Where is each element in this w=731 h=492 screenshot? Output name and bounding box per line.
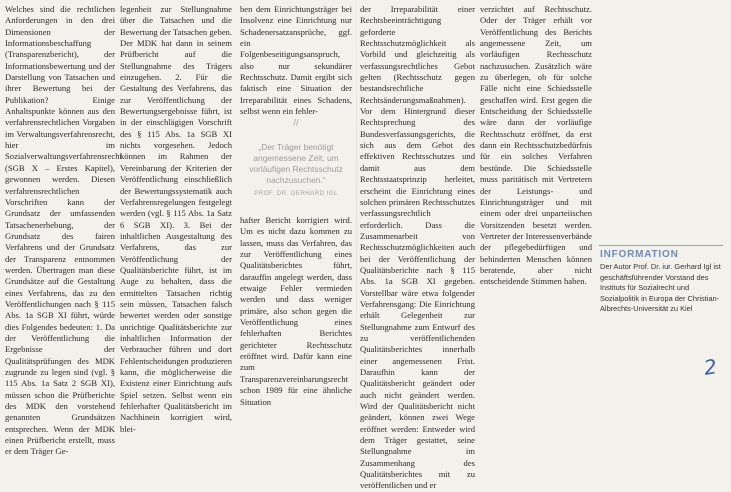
column-text: legenheit zur Stellungnahme über die Tatsachen und die Bewertung der Tatsachen geben. Der MDK hat dann in seinem Prüfbericht auf die Stellungnahme des Trägers einzugehen. 2. Für die Gestaltung des Verfahrens, das zur Veröffentlichung der Bewertungsergebnisse führt, ist in der einschlägigen Vorschrift des § 115 Abs. 1a SGB XI nichts vorgesehen. Jedoch können im Rahmen der Vereinbarung der Kriterien der Veröffentlichung einschließlich der Bewertungssystematik auch Verfahrensregelungen festgelegt werden (vgl. § 115 Abs. 1a Satz 6 SGB XI). 3. Bei der inhaltlichen Ausgestaltung des Verfahrens, das zur Veröffentlichung der Qualitätsberichte führt, ist im Auge zu behalten, dass die ermittelten Tatsachen richtig sein müssen, Tatsachen falsch bewertet werden oder sonstige unrichtige Qualitätsberichte zur inhaltlichen Information der Verbraucher führen und dort Fehlentscheidungen produzieren kann, die möglicherweise die Existenz einer Einrichtung aufs Spiel setzen. Selbst wenn ein fehlerhafter Qualitätsbericht im Nachhinein korrigiert wird, blei- <box>120 4 232 434</box>
text-column-5 <box>480 4 592 406</box>
text-column-3-top <box>240 4 352 117</box>
author-info-text: Der Autor Prof. Dr. iur. Gerhard Igl ist geschäftsführender Vorstand des Instituts für Sozialrecht und Sozialpolitik in Europa der Christian-Albrechts-Universität zu Kiel <box>600 262 721 314</box>
text-column-2 <box>120 4 232 434</box>
column-text: der Irreparabilität einer Rechtsbeeinträchtigung geforderte Rechtsschutzmöglichkeit als Vorbild und gleichzeitig als verfassungsrechtliches Gebot gelten (Rechtsschutz gegen bestandsrechtliche Rechtsänderungsmaßnahmen). Vor dem Hintergrund dieser Rechtsprechung des Bundesverfassungsgerichts, die sich aus dem Gebot des effektiven Rechtsschutzes und damit aus dem Rechtsstaatsprinzip herleitet, erscheint die Einrichtung eines solchen primären Rechtsschutzes verfassungsrechtlich erforderlich. Dass die Zusammenarbeit von Rechtsschutzmöglichkeiten auch bei der Veröffentlichung der Qualitätsberichte nach § 115 Abs. 1a SGB XI gegeben. Vorstellbar wäre etwa folgender Verfahrensgang: Die Einrichtung erhält Gelegenheit zur Stellungnahme zum Entwurf des zu veröffentlichenden Qualitätsberichtes innerhalb einer angemessenen Frist. Daraufhin kann der Qualitätsbericht geändert oder auch nicht geändert werden. Wird der Qualitätsbericht nicht geändert, können zwei Wege eröffnet werden: Entweder wird dem Träger gestattet, seine Stellungnahme im Zusammenhang des Qualitätsberichtes mit zu veröffentlichen und er <box>360 4 475 491</box>
text-column-3-bottom <box>240 215 352 406</box>
page-fold <box>356 0 357 409</box>
text-column-4 <box>360 4 475 491</box>
column-text: Welches sind die rechtlichen Anforderungen in den drei Dimensionen der Informationsbeschaffung (Transparenzbericht), der Informationsbewertung und der Darstellung von Tatsachen und ihrer Bewertung bei der Publikation? Einige Anhaltspunkte können aus den verfahrensrechtlichen Vorgaben im Verwaltungsverfahrensrecht, hier im Sozialverwaltungsverfahrensrecht (SGB X – Erstes Kapitel), gewonnen werden. Diesen verfahrensrechtlichen Vorschriften kann der Grundsatz der umfassenden Tatsachenerhebung, der Grundsatz des fairen Verfahrens und der Grundsatz der Transparenz entnommen werden. Übertragen man diese Grundsätze auf die Gestaltung eines Verfahrens, das zu den Veröffentlichungen nach § 115 Abs. 1a SGB XI führt, würde dies Folgendes bedeuten: 1. Da der Veröffentlichung die Ergebnisse der Qualitätsprüfungen des MDK zugrunde zu legen sind (vgl. § 115 Abs. 1a Satz 2 SGB XI), müssen schon die Prüfberichte des MDK den vorstehend genannten Grundsätzen entsprechen. Wenn der MDK einen Prüfbericht erstellt, muss er dem Träger Ge- <box>5 4 122 457</box>
column-text: ben dem Einrichtungsträger bei Insolvenz eine Einrichtung nur Schadenersatzansprüche, ggf. ein Folgenbeseitigungsanspruch, also nur sekundärer Rechtsschutz. Damit ergibt sich faktisch eine Situation der Irreparabilität eines Schadens, selbst wenn ein fehler- <box>240 4 352 117</box>
handwritten-page-number: 2 <box>702 354 719 380</box>
text-column-1 <box>5 4 122 457</box>
column-text: hafter Bericht korrigiert wird. Um es nicht dazu kommen zu lassen, muss das Verfahren, das zur Veröffentlichung eines Qualitätsberichtes führt, darauffin angelegt werden, dass etwaige Fehler vermieden werden und dass weniger primäre, also schon gegen die Veröffentlichung eines fehlerhaften Berichtes gerichteter Rechtsschutz eröffnet wird. Dafür kann eine zum Transparenzvereinbarungsrecht schon 1989 für eine ähnliche Situation <box>240 215 352 407</box>
info-heading: INFORMATION <box>600 249 679 260</box>
section-separator: // <box>293 118 299 127</box>
column-text: verzichtet auf Rechtsschutz. Oder der Träger erhält vor Veröffentlichung des Berichts angemessene Zeit, um vorläufigen Rechtsschutz nachzusuchen. Zusätzlich wäre zu überlegen, ob für solche Fälle nicht eine Schiedsstelle geschaffen wird. Erst gegen die Entscheidung der Schiedsstelle wäre dann der vorläufige Rechtsschutz eröffnet, da erst dann ein Rechtsschutzbedürfnis für ein solches Verfahren bestünde. Die Schiedsstelle muss paritätisch mit Vertretern der Leistungs- und Einrichtungsträger und mit einem oder drei unparteiischen Vorsitzenden besetzt werden. Vertreter der Interessenverbände der pflegebedürftigen und behinderten Menschen können beratende, aber nicht entscheidende Stimmen haben. <box>480 4 592 287</box>
info-divider <box>599 245 723 246</box>
pull-quote-author: PROF. DR. GERHARD IGL <box>254 190 338 197</box>
pull-quote: „Der Träger benötigt angemessene Zeit, um vorläufigen Rechtsschutz nachzusuchen.“ <box>249 142 343 185</box>
